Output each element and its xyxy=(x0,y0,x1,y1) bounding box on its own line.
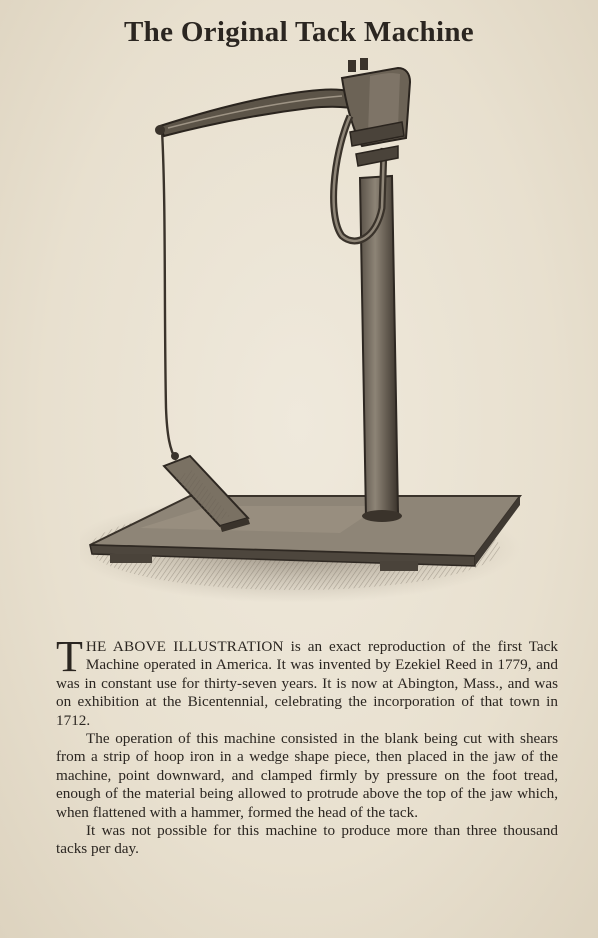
drop-cap: T xyxy=(56,632,83,681)
paragraph-3: It was not possible for this machine to produce more than three thousand tacks per day. xyxy=(56,822,558,858)
paragraph-1-text: is an exact reproduction of the first Tack Machine operated in America. It was invented by Ezekiel Reed in 1779, and was in constant use for thirty-seven years. It is now at Abington, Mass., and was on exhibition at the Bicentennial, celebrating the incorporation of that town in 1712. xyxy=(56,638,558,729)
lever-arm xyxy=(155,89,372,136)
upright-post xyxy=(360,176,402,522)
paragraph-1 xyxy=(56,632,558,730)
lead-in-caps: HE ABOVE ILLUSTRATION xyxy=(85,638,284,655)
paragraph-2: The operation of this machine consisted in the blank being cut with shears from a strip of hoop iron in a wedge shape piece, then placed in the jaw of the machine, point downward, and clamped firmly by pressure on the foot tread, enough of the material being allowed to protrude above the top of the jaw which, when flattened with a hammer, formed the head of the tack. xyxy=(56,730,558,821)
cord xyxy=(162,130,176,460)
page-title: The Original Tack Machine xyxy=(124,16,474,48)
tack-machine-illustration xyxy=(80,58,530,608)
description-text xyxy=(56,632,558,859)
